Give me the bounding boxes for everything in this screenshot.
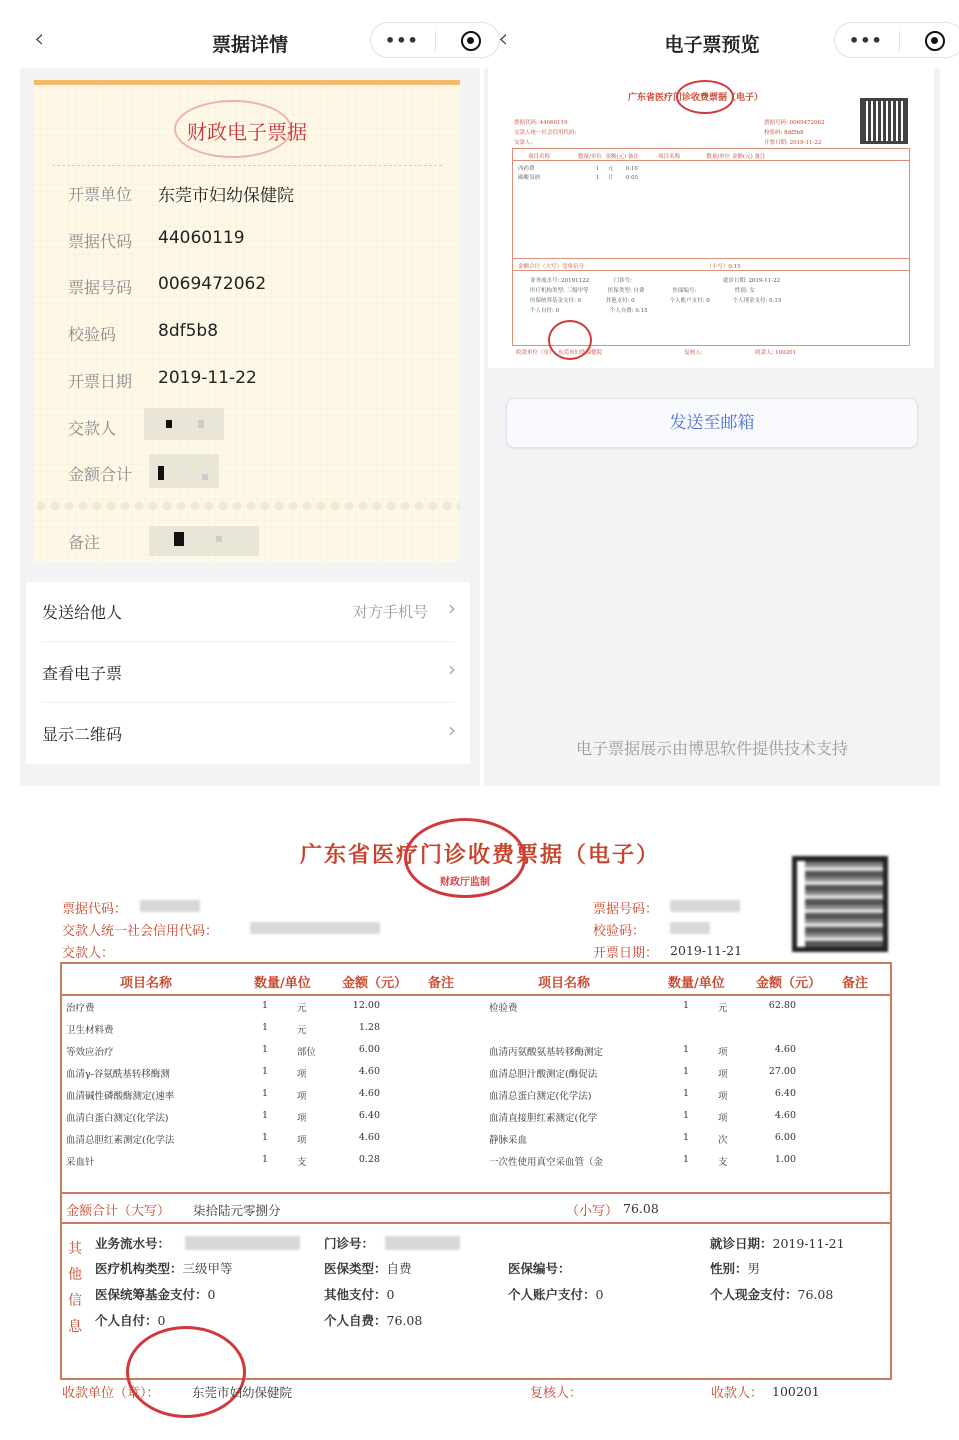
date-label: 开票日期：: [593, 946, 659, 961]
invoice-cell-amount: 6.00: [774, 1132, 796, 1143]
invoice-cell-name: 血清总胆红素测定(化学法: [66, 1135, 175, 1146]
invoice-cell-name: 血清总蛋白测定(化学法): [489, 1091, 592, 1102]
invoice-column-header: 金额（元）: [342, 976, 408, 991]
other-pay-label: 其他支付：: [324, 1287, 387, 1302]
view-e-ticket-item[interactable]: [26, 643, 470, 703]
invoice-cell-amount: 4.60: [358, 1132, 380, 1143]
finance-stamp: [404, 818, 526, 898]
ticket-row-value: 8df5b8: [158, 321, 219, 342]
invoice-cell-unit: 部位: [297, 1047, 317, 1058]
invoice-column-header: 项目名称: [538, 976, 591, 991]
invoice-cell-qty: 1: [262, 1132, 269, 1143]
chevron-right-icon: ›: [448, 596, 456, 620]
invoice-cell-unit: 元: [297, 1025, 307, 1036]
invoice-cell-amount: 4.60: [358, 1066, 380, 1077]
qr-code-small: [860, 98, 908, 144]
invoice-cell-qty: 1: [683, 1000, 690, 1011]
invoice-cell-qty: 1: [683, 1044, 690, 1055]
mini-program-capsule: [834, 22, 959, 58]
invoice-cell-qty: 1: [262, 1066, 269, 1077]
right-content: [484, 68, 940, 786]
ticket-row-label: 金额合计: [68, 465, 133, 485]
ins-type: 自费: [386, 1261, 412, 1276]
ticket-row-value: 2019-11-22: [158, 367, 257, 388]
mini-program-capsule: [370, 22, 500, 58]
invoice-cell-amount: 4.60: [774, 1110, 796, 1121]
invoice-column-header: 金额（元）: [756, 976, 822, 991]
ticket-row-label: 开票单位: [68, 185, 133, 204]
invoice-cell-unit: 支: [297, 1157, 307, 1168]
total-small-label: （小写）: [566, 1204, 619, 1219]
invoice-cell-amount: 12.00: [352, 1000, 380, 1011]
invoice-cell-name: 卫生材料费: [66, 1025, 114, 1036]
qr-code: [792, 856, 888, 952]
reviewer-label: 复核人：: [530, 1386, 583, 1401]
hospital-stamp: [126, 1326, 246, 1418]
invoice-cell-amount: 4.60: [358, 1088, 380, 1099]
fund-label: 医保统筹基金支付：: [95, 1287, 208, 1302]
other-pay: 0: [386, 1287, 395, 1302]
invoice-cell-unit: 元: [718, 1003, 728, 1014]
payer-credit-label: 交款人统一社会信用代码：: [62, 924, 219, 939]
back-chevron-icon[interactable]: ‹: [34, 24, 45, 54]
account-label: 个人账户支付：: [508, 1287, 596, 1302]
self-fee-label: 个人自费：: [324, 1313, 387, 1328]
send-to-email-label: 发送至邮箱: [669, 413, 755, 433]
invoice-cell-qty: 1: [262, 1022, 269, 1033]
invoice-cell-amount: 0.28: [358, 1154, 380, 1165]
menu-item-hint: 对方手机号: [352, 603, 428, 621]
invoice-cell-qty: 1: [683, 1154, 690, 1165]
invoice-column-header: 项目名称: [120, 976, 173, 991]
collector-unit-label: 收款单位（章）：: [62, 1386, 160, 1401]
invoice-cell-name: 检验费: [489, 1003, 518, 1014]
left-nav-bar: [20, 0, 480, 70]
invoice-cell-qty: 1: [683, 1132, 690, 1143]
invoice-cell-unit: 项: [297, 1069, 307, 1080]
clinic-no-label: 门诊号：: [324, 1236, 375, 1251]
ticket-row-value: 东莞市妇幼保健院: [158, 186, 294, 206]
ticket-row-label: 校验码: [68, 325, 117, 345]
invoice-cell-qty: 1: [262, 1154, 269, 1165]
ticket-row-value: 44060119: [158, 227, 245, 248]
finance-stamp-text: 财政厅监制: [440, 877, 490, 888]
menu-item-label: 查看电子票: [42, 664, 123, 683]
invoice-cell-name: 血清白蛋白测定(化学法): [66, 1113, 169, 1124]
ticket-row-label: 交款人: [68, 418, 117, 438]
invoice-preview-thumbnail[interactable]: 广东省医疗门诊收费票据（电子） 票据代码: 44060119 交款人统一社会信用代码: 交款人: 票据号码: 0069472062 校验码: 8df5b8 开票日期: 2019-11-22 项目名称 数量/单位 金额(元) 备注 项目名称 数量/单位 金额(元) 备注 西药费 1 元 0.10 碳酸氢钠 1 片 0.05 金额合计（大写）壹角伍分 （小写）0.15 业务流水号: 20191122 门诊号: 就诊日期: 2019-11-22 医疗机构类型: 三级甲等 医保类型: 自费 医保编号: 性别: 女 医保统筹基金支付: 0 其他支付: 0 个人账户支付: 0 个人现金支付: 0.15 个人自付: 0 个人自费: 0.15 收款单位（章）: 东莞市妇幼保健院 复核人: 收款人: 100201: [488, 68, 934, 368]
ticket-title: 财政电子票据: [187, 120, 307, 144]
payer-mask: [144, 408, 224, 440]
invoice-cell-amount: 1.00: [774, 1154, 796, 1165]
right-nav-bar: [484, 0, 940, 70]
send-to-others-item[interactable]: [26, 582, 470, 642]
invoice-cell-name: 血清碱性磷酸酶测定(速率: [66, 1091, 175, 1102]
page-title: 电子票预览: [664, 34, 760, 56]
invoice-cell-qty: 1: [262, 1088, 269, 1099]
invoice-column-header: 备注: [842, 976, 869, 991]
invoice-cell-unit: 项: [718, 1113, 728, 1124]
collector-unit: 东莞市妇幼保健院: [192, 1385, 293, 1400]
check-label: 校验码：: [593, 924, 646, 939]
invoice-cell-qty: 1: [683, 1110, 690, 1121]
invoice-cell-amount: 27.00: [768, 1066, 796, 1077]
self-pay: 0: [157, 1313, 166, 1328]
invoice-cell-name: 静脉采血: [489, 1135, 528, 1146]
visit-date-label: 就诊日期：: [710, 1236, 773, 1251]
invoice-cell-amount: 62.80: [768, 1000, 796, 1011]
invoice-cell-name: 采血针: [66, 1157, 95, 1168]
invoice-cell-name: 等效应治疗: [66, 1047, 114, 1058]
invoice-cell-unit: 次: [718, 1135, 728, 1146]
invoice-column-header: 数量/单位: [668, 976, 725, 991]
self-fee: 76.08: [386, 1313, 423, 1328]
total-upper: 柒拾陆元零捌分: [193, 1203, 281, 1218]
invoice-cell-qty: 1: [262, 1044, 269, 1055]
other-info-label: 其他信息: [68, 1241, 82, 1335]
invoice-cell-qty: 1: [683, 1066, 690, 1077]
page-title: 票据详情: [211, 34, 288, 56]
fund: 0: [207, 1287, 216, 1302]
cash-label: 个人现金支付：: [710, 1287, 798, 1302]
org-type: 三级甲等: [182, 1261, 233, 1276]
self-pay-label: 个人自付：: [95, 1313, 158, 1328]
date-value: 2019-11-21: [670, 943, 743, 958]
invoice-cell-qty: 1: [262, 1110, 269, 1121]
invoice-title: 广东省医疗门诊收费票据（电子）: [300, 842, 661, 868]
total-small: 76.08: [623, 1201, 659, 1216]
invoice-cell-unit: 项: [718, 1069, 728, 1080]
invoice-cell-amount: 4.60: [774, 1044, 796, 1055]
invoice-cell-unit: 项: [297, 1135, 307, 1146]
invoice-cell-unit: 项: [297, 1091, 307, 1102]
ticket-row-label: 开票日期: [68, 371, 133, 391]
chevron-right-icon: ›: [448, 657, 456, 681]
invoice-cell-qty: 1: [683, 1088, 690, 1099]
invoice-cell-name: 血清直接胆红素测定(化学: [489, 1113, 598, 1124]
invoice-cell-unit: 项: [297, 1113, 307, 1124]
invoice-cell-qty: 1: [262, 1000, 269, 1011]
more-icon[interactable]: •••: [385, 31, 419, 50]
invoice-document: [0, 796, 959, 1440]
menu-item-label: 发送给他人: [42, 603, 123, 622]
serial-label: 业务流水号：: [95, 1236, 171, 1251]
invoice-cell-unit: 支: [718, 1157, 728, 1168]
invoice-cell-amount: 6.40: [358, 1110, 380, 1121]
ins-no-label: 医保编号：: [508, 1261, 571, 1276]
invoice-cell-name: 血清γ-谷氨酰基转移酶测: [66, 1069, 170, 1080]
invoice-cell-name: 血清总胆汁酸测定(酶促法: [489, 1069, 598, 1080]
total-label: 金额合计（大写）: [66, 1204, 171, 1219]
invoice-cell-amount: 6.40: [774, 1088, 796, 1099]
chevron-right-icon: ›: [448, 718, 456, 742]
invoice-cell-name: 血清丙氨酸氨基转移酶测定: [489, 1047, 604, 1058]
invoice-cell-unit: 元: [297, 1003, 307, 1014]
ins-type-label: 医保类型：: [324, 1261, 387, 1276]
cash: 76.08: [797, 1287, 834, 1302]
ticket-row-value: 0069472062: [158, 274, 267, 295]
code-label: 票据代码：: [62, 902, 128, 917]
back-chevron-icon[interactable]: ‹: [498, 24, 509, 54]
send-to-email-button[interactable]: [506, 398, 918, 448]
account: 0: [595, 1287, 604, 1302]
invoice-cell-unit: 项: [718, 1047, 728, 1058]
invoice-column-header: 数量/单位: [254, 976, 311, 991]
gender-label: 性别：: [710, 1261, 748, 1276]
tech-support-footer: 电子票据展示由博思软件提供技术支持: [575, 739, 848, 758]
show-qr-code-item[interactable]: [26, 704, 470, 764]
preview-title: 广东省医疗门诊收费票据（电子）: [628, 93, 764, 103]
gender: 男: [747, 1261, 761, 1276]
payer-label: 交款人：: [62, 946, 115, 961]
payee-label: 收款人：: [711, 1386, 764, 1401]
invoice-cell-amount: 1.28: [358, 1022, 380, 1033]
org-type-label: 医疗机构类型：: [95, 1261, 183, 1276]
ticket-row-label: 票据代码: [68, 231, 133, 251]
invoice-column-header: 备注: [428, 976, 455, 991]
visit-date: 2019-11-21: [772, 1236, 845, 1251]
ticket-row-label: 票据号码: [68, 278, 133, 298]
invoice-cell-unit: 项: [718, 1091, 728, 1102]
invoice-cell-name: 一次性使用真空采血管（金: [489, 1157, 604, 1168]
close-record-icon[interactable]: [925, 31, 945, 51]
payee: 100201: [772, 1384, 820, 1399]
action-menu: [26, 582, 470, 764]
invoice-cell-name: 治疗费: [66, 1003, 95, 1014]
menu-item-label: 显示二维码: [42, 725, 123, 744]
invoice-cell-amount: 6.00: [358, 1044, 380, 1055]
remark-label: 备注: [68, 533, 101, 552]
left-content: [20, 68, 480, 786]
close-record-icon[interactable]: [461, 31, 481, 51]
ticket-card: [34, 80, 460, 562]
number-label: 票据号码：: [593, 902, 659, 917]
more-icon[interactable]: •••: [849, 31, 883, 50]
